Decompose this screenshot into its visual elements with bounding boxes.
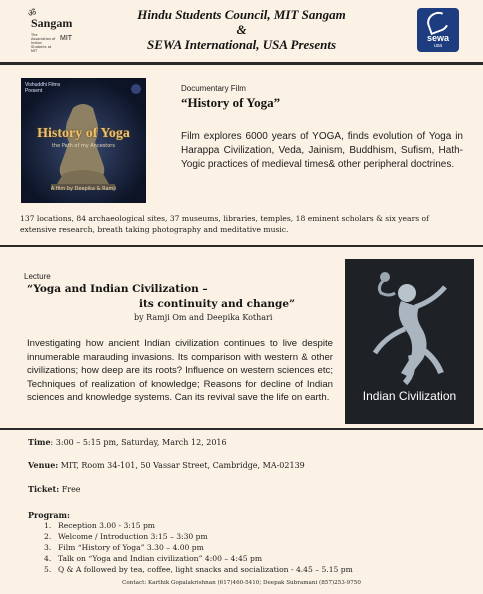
- sewa-logo-text: sewa: [426, 33, 450, 43]
- om-symbol: ॐ: [28, 9, 37, 19]
- program-item: 5. Q & A followed by tea, coffee, light snacks and socialization - 4.45 – 5.15 pm: [44, 565, 353, 574]
- contact-info: Contact: Karthik Gopalakrishnan (617)460-5410; Deepak Subramani (857)253-9750: [122, 580, 361, 586]
- program-list: [44, 520, 353, 575]
- venue-label: Venue:: [28, 460, 59, 470]
- event-venue: [28, 460, 305, 470]
- film-facts: 137 locations, 84 archaeological sites, 37 museums, libraries, temples, 18 eminent scholars & six years of extensive research, breath taking photography and meditative music.: [20, 214, 429, 234]
- lecture-title-line2: its continuity and change”: [139, 298, 296, 310]
- poster-credit: A film by Deepika & Ramji: [50, 186, 117, 192]
- history-of-yoga-poster: [21, 78, 146, 203]
- sangam-logo-text: Sangam: [31, 16, 73, 30]
- lecture-authors: by Ramji Om and Deepika Kothari: [134, 313, 273, 322]
- venue-value: MIT, Room 34-101, 50 Vassar Street, Cambridge, MA-02139: [58, 461, 305, 470]
- program-heading: Program:: [28, 510, 70, 520]
- sewa-swirl-icon: [424, 9, 452, 35]
- header-divider: [0, 62, 483, 65]
- lecture-title-line1: “Yoga and Indian Civilization –: [27, 283, 208, 295]
- program-item: 1. Reception 3.00 - 3:15 pm: [44, 521, 156, 530]
- ticket-label: Ticket:: [28, 484, 60, 494]
- film-title: “History of Yoga”: [181, 95, 281, 110]
- poster-caption: Indian Civilization: [362, 389, 457, 403]
- program-item: 2. Welcome / Introduction 3:15 – 3:30 pm: [44, 532, 208, 541]
- poster-studio: Vishuddhi Films Present: [25, 82, 61, 94]
- poster-subtitle: the Path of my Ancestors: [52, 143, 115, 149]
- section-divider: [0, 245, 483, 247]
- header-organizer-1: Hindu Students Council, MIT Sangam: [137, 7, 346, 22]
- indian-civilization-poster: [345, 259, 474, 424]
- ticket-value: Free: [59, 485, 81, 494]
- time-value: : 3:00 – 5:15 pm, Saturday, March 12, 2016: [50, 438, 227, 447]
- sewa-logo-country: usa: [433, 43, 443, 49]
- film-description: Film explores 6000 years of YOGA, finds evolution of Yoga in Harappa Civilization, Veda, Jainism, Buddhism, Sufism, Hath-Yogic practices of medieval times& other peripheral doctrines.: [181, 131, 463, 170]
- header-ampersand: &: [236, 22, 247, 37]
- header-organizer-2: SEWA International, USA Presents: [146, 37, 337, 52]
- event-ticket: [28, 484, 81, 494]
- lecture-description: Investigating how ancient Indian civilization continues to live despite innumerable marauding invasions. Its comparison with western & other civilizations; how deep are its roots? Influence on western sciences etc; Techniques of realization of knowledge; Reasons for decline of Indian sciences and knowledge systems. Can its revival save the life on earth.: [27, 338, 333, 403]
- program-item: 4. Talk on “Yoga and Indian civilization” 4:00 – 4:45 pm: [44, 554, 263, 563]
- time-label: Time: [28, 437, 51, 447]
- details-divider: [0, 428, 483, 430]
- sangam-mit: MIT: [60, 35, 73, 42]
- lecture-type-label: Lecture: [24, 272, 51, 281]
- program-item: 3. Film “History of Yoga” 3.30 – 4.00 pm: [44, 543, 204, 552]
- sewa-logo: [417, 8, 459, 52]
- event-time: [28, 437, 227, 447]
- poster-title: History of Yoga: [37, 126, 130, 141]
- film-type-label: Documentary Film: [181, 84, 246, 93]
- poster-emblem-icon: [131, 84, 141, 94]
- sangam-tagline: The Association of Indian Students at MIT: [31, 33, 56, 53]
